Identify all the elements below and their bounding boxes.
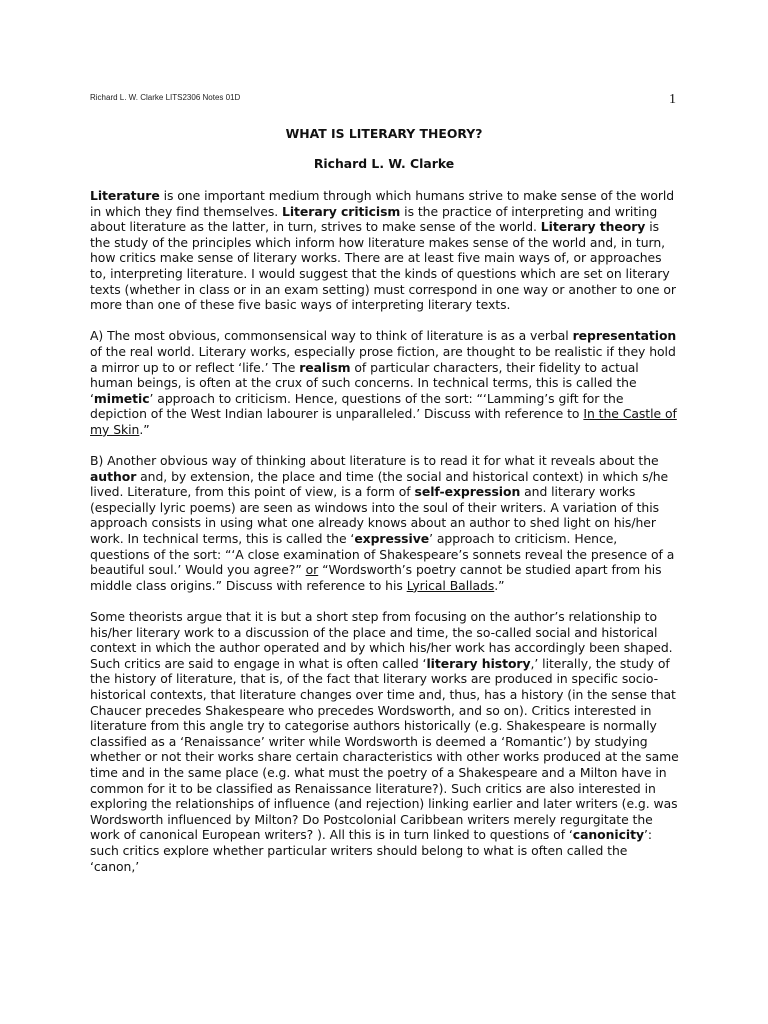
document-author: Richard L. W. Clarke (313, 156, 455, 171)
term-canonicity: canonicity (572, 827, 644, 843)
document-body (90, 188, 680, 890)
term-literary-theory: Literary theory (540, 219, 646, 235)
term-realism: realism (299, 359, 351, 375)
paragraph-text: is the study of the principles which inform how literature makes sense of the world and, in turn, how critics make sense of literary works. There are at least five main ways of, or approaches to, interpreting literature. I would suggest that the kinds of questions which are set on literary texts (whether in class or in an exam setting) must correspond in one way or another to one or more than one of these five basic ways of interpreting literary texts. (90, 219, 676, 313)
paragraph-text: and, by extension, the place and time (the social and historical context) in which s/he lived. Literature, from this point of view, is a form of (90, 468, 669, 500)
paragraph-text: and literary works (especially lyric poems) are seen as windows into the soul of their writers. A variation of this approach consists in using what one already knows about an author to shed light on his/her work. In technical terms, this is called the ‘ (90, 484, 660, 547)
paragraph-text: is the practice of interpreting and writing about literature as the latter, in turn, strives to make sense of the world. (90, 203, 658, 235)
paragraph-text: ,’ literally, the study of the history of literature, that is, of the fact that literary works are produced in specific socio-historical contexts, that literature changes over time and, thus, has a history (in the sense that Chaucer precedes Shakespeare who precedes Wordsworth, and so on). Critics interested in literature from this angle try to categorise authors historically (e.g. Shakespeare is normally classified as a ‘Renaissance’ writer while Wordsworth is deemed a ‘Romantic’) by studying whether or not their works share certain characteristics with other works produced at the same time and in the same place (e.g. what must the poetry of a Shakespeare and a Milton have in common for it to be classified as Renaissance literature?). Such critics are also interested in exploring the relationships of influence (and rejection) linking earlier and later writers (e.g. was Wordsworth influenced by Milton? Do Postcolonial Caribbean writers merely regurgitate the work of canonical European writers? ). All this is in turn linked to questions of ‘ (90, 655, 679, 843)
paragraph-text: B) Another obvious way of thinking about literature is to read it for what it reveals about the (90, 453, 659, 469)
paragraph-text: ’: such critics explore whether particular writers should belong to what is often called the ‘canon,’ (90, 827, 653, 874)
term-literary-history: literary history (426, 655, 531, 671)
term-author: author (90, 468, 137, 484)
paragraph-text: Some theorists argue that it is but a short step from focusing on the author’s relationship to his/her literary work to a discussion of the place and time, the so-called social and historical context in which the author operated and by which his/her work has accordingly been shaped. Such critics are said to engage in what is often called ‘ (90, 609, 673, 671)
paragraph-intro (90, 188, 680, 313)
term-literary-criticism: Literary criticism (282, 203, 401, 219)
paragraph-text: .” (139, 421, 150, 437)
running-head: Richard L. W. Clarke LITS2306 Notes 01D (90, 93, 241, 102)
paragraph-text: .” (494, 577, 505, 593)
paragraph-text: ’ approach to criticism. Hence, questions of the sort: “‘Lamming’s gift for the depiction of the West Indian labourer is unparalleled.’ Discuss with reference to (90, 390, 624, 422)
term-self-expression: self-expression (414, 484, 521, 500)
paragraph-text: is one important medium through which humans strive to make sense of the world in which they find themselves. (90, 188, 675, 219)
page-number: 1 (669, 92, 676, 107)
underlined-or: or (305, 562, 319, 578)
term-expressive: expressive (354, 531, 430, 547)
term-mimetic: mimetic (93, 390, 150, 406)
term-literature: Literature (90, 188, 160, 203)
term-representation: representation (572, 328, 677, 344)
document-title: WHAT IS LITERARY THEORY? (285, 126, 483, 141)
paragraph-text: A) The most obvious, commonsensical way to think of literature is as a verbal (90, 328, 573, 344)
work-title-castle: In the Castle of my Skin (90, 406, 677, 437)
paragraph-text: ’ approach to criticism. Hence, questions of the sort: “‘A close examination of Shakespeare’s sonnets reveal the presence of a beautiful soul.’ Would you agree?” (90, 531, 675, 578)
paragraph-mimetic (90, 328, 680, 437)
work-title-lyrical-ballads: Lyrical Ballads (406, 577, 495, 593)
paragraph-text: of particular characters, their fidelity to actual human beings, is often at the crux of such concerns. In technical terms, this is called the ‘ (90, 359, 639, 406)
paragraph-literary-history (90, 609, 680, 874)
paragraph-text: of the real world. Literary works, especially prose fiction, are thought to be realistic if they hold a mirror up to or reflect ‘life.’ The (90, 343, 676, 375)
paragraph-text: “Wordsworth’s poetry cannot be studied apart from his middle class origins.” Discuss with reference to his (90, 562, 662, 593)
paragraph-expressive (90, 453, 680, 593)
